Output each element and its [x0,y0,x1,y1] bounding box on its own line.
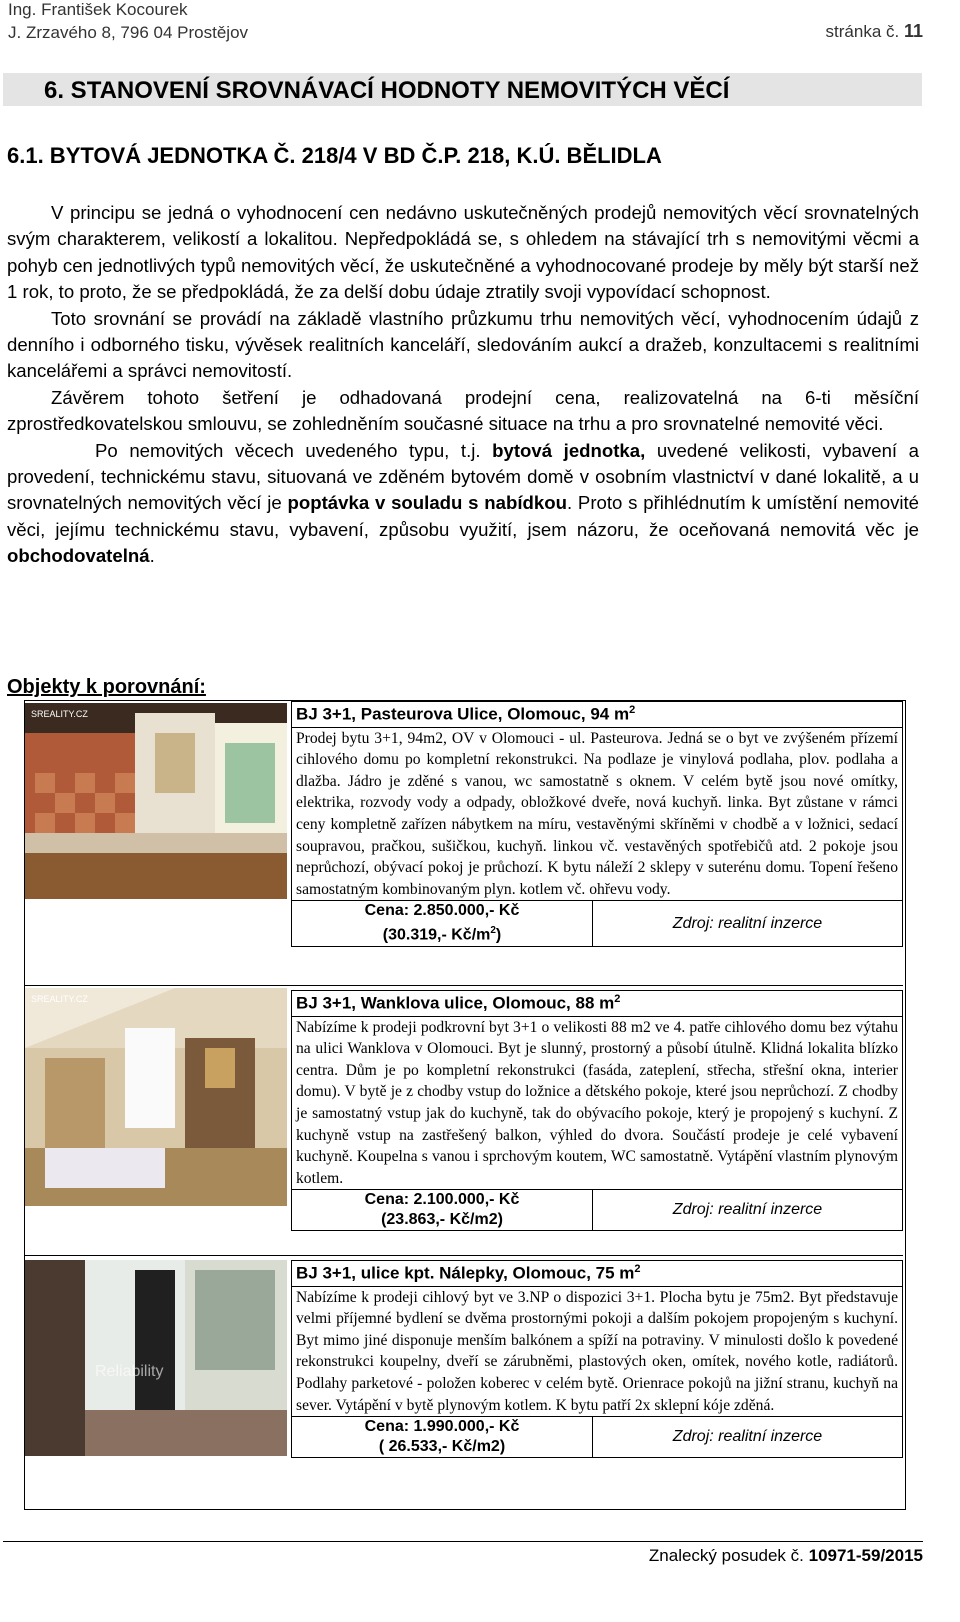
object-title-sup: 2 [614,993,621,1005]
body-text [7,200,919,570]
p4-text-c: . Proto s přihlédnutím k umístění nemovité věci, jejímu technickému stavu, vybavení, způsobu využití, jsem názoru, že oceňovaná nemovitá věc je [7,492,919,540]
comparison-row-1 [25,701,903,985]
price-text: Cena: 2.850.000,- Kč [364,902,520,920]
p4-text-a: Po nemovitých věcech uvedeného typu, t.j. [95,439,493,461]
unit-price-sup: 2 [490,925,496,937]
kitchen-photo-icon [25,703,287,899]
price-text: Cena: 1.990.000,- Kč [364,1418,520,1436]
unit-price-close: ) [495,926,502,944]
comparison-row-2 [25,985,903,1250]
object-photo-2 [25,988,287,1206]
paragraph-4 [7,438,919,570]
object-title [292,1261,902,1287]
object-source: Zdroj: realitní inzerce [672,1201,823,1219]
paragraph-1: V principu se jedná o vyhodnocení cen nedávno uskutečněných prodejů nemovitých věcí srovnatelných svým charakterem, velikostí a lokalitou. Nepředpokládá se, s ohledem na stávající trh s nemovitými věcmi a pohyb cen jednotlivých typů nemovitých věcí, že uskutečněné a vyhodnocované prodeje by měly být starší než 1 rok, to proto, že se předpokládá, že za delší dobu údaje ztratily svoji vypovídací schopnost. [7,202,919,303]
photo-watermark: SREALITY.CZ [31,709,88,719]
report-header [8,0,248,44]
object-photo-1 [25,703,287,899]
report-footer [649,1546,923,1566]
object-title-text: BJ 3+1, Wanklova ulice, Olomouc, 88 m [296,993,615,1013]
p4-text-b: uvedené velikosti, vybavení a provedení, technickému stavu, situovaná ve zděném bytovém domě v osobním vlastnictví v dané lokalitě, a u srovnatelných nemovitých věcí je [7,439,919,514]
paragraph-2: Toto srovnání se provádí na základě vlastního průzkumu trhu nemovitých věcí, vyhodnocením údajů z denního i odborného tisku, vývěsek realitních kanceláří, sledováním aukcí a dražeb, konzultacemi s realitními kancelářemi a správci nemovitostí. [7,307,919,382]
page-label: stránka č. [825,22,900,41]
p4-bold-b: poptávka v souladu s nabídkou [287,492,567,514]
p4-text-d: . [149,545,155,567]
object-price-row [292,1190,902,1230]
price-text: Cena: 2.100.000,- Kč [364,1191,520,1209]
living-room-photo-icon [25,988,287,1206]
object-title [292,991,902,1017]
object-info-1 [291,701,903,947]
p4-bold-a: bytová jednotka, [492,439,646,461]
unit-price: ( 26.533,- Kč/m2) [378,1438,506,1456]
object-source: Zdroj: realitní inzerce [672,914,823,932]
object-price [292,1190,593,1230]
p4-bold-c: obchodovatelná [7,545,150,567]
object-price-row [292,1417,902,1457]
object-price [292,901,593,945]
unit-price [292,921,592,945]
object-description: Prodej bytu 3+1, 94m2, OV v Olomouci - ul. Pasteurova. Jedná se o byt ve zvýšeném přízemí cihlového domu po kompletní rekonstrukci. Na podlaze je vinylová podlaha, plov. podlaha a dlažba. Jádro je zděné s vanou, wc samostatně s oknem. V celém bytě jsou nové omítky, elektrika, rozvody vody a odpady, obložkové dveře, nová kuchyň. linka. Byt zůstane v rámci ceny kompletně zařízen nábytkem na míru, vestavěnými skříněmi v chodbě a v ložnici, sedací soupravou, pračkou, sušičkou, kuchyň. linkou vč. vestavěných spotřebičů atd. 2 pokoje jsou neprůchozí, obývací pokoj je průchozí. K bytu náleží 2 sklepy v suterénu domu. Topení řešeno samostatným kombinovaným plyn. kotlem vč. ohřevu vody. [292,728,902,902]
object-title-text: BJ 3+1, ulice kpt. Nálepky, Olomouc, 75 m [296,1263,635,1283]
object-title-text: BJ 3+1, Pasteurova Ulice, Olomouc, 94 m [296,704,630,724]
page-number-value: 11 [903,21,923,41]
footer-divider [3,1541,923,1542]
paragraph-3: Závěrem tohoto šetření je odhadovaná prodejní cena, realizovatelná na 6-ti měsíční zprostředkovatelskou smlouvu, se zohledněním současné situace na trhu a pro srovnatelné nemovité věci. [7,386,919,435]
subsection-title: 6.1. BYTOVÁ JEDNOTKA Č. 218/4 V BD Č.P. 218, K.Ú. BĚLIDLA [7,143,662,168]
author-name: Ing. František Kocourek [8,0,188,19]
kitchen-photo-icon [25,1260,287,1456]
object-source: Zdroj: realitní inzerce [672,1428,823,1446]
report-number: 10971-59/2015 [808,1546,923,1565]
object-price [292,1417,593,1457]
photo-watermark: Reliability [95,1363,164,1380]
footer-label: Znalecký posudek č. [648,1546,804,1565]
page-number [826,21,923,42]
author-address: J. Zrzavého 8, 796 04 Prostějov [8,23,249,42]
object-title [292,702,902,728]
comparison-heading: Objekty k porovnání: [7,676,206,698]
object-description: Nabízíme k prodeji podkrovní byt 3+1 o velikosti 88 m2 ve 4. patře cihlového domu bez výtahu na ulici Wanklova v Olomouci. Byt je slunný, prostorný a působí útulně. Klidná lokalita blízko centra. Dům je po kompletní rekonstrukci (fasáda, zateplení, střecha, střešní okna, interier domu). V bytě je z chodby vstup do ložnice a dětského pokoje, které jsou neprůchozí. Z chodby je samostatný vstup jak do kuchyně, tak do obývacího pokoje, který je propojený s kuchyní. Z kuchyně vstup na zastřešený balkon, výhled do dvora. Součástí prodeje je celé vybavení kuchyně. Koupelna s vanou i sprchovým koutem, WC samostatně. Vytápění vlastním plynovým kotlem. [292,1017,902,1191]
object-info-3 [291,1260,903,1458]
object-photo-3 [25,1260,287,1456]
object-title-sup: 2 [634,1263,641,1275]
object-description: Nabízíme k prodeji cihlový byt ve 3.NP o dispozici 3+1. Plocha bytu je 75m2. Byt představuje velmi příjemné bydlení se dvěma prostornými pokoji a dalším pokojem propojeným s kuchyní. Byt mimo jiné disponuje menším balkónem a spíží na potraviny. V minulosti došlo k povedené rekonstrukci koupelny, dveří se zárubněmi, plastových oken, omítek, nového kotle, radiátorů. Podlahy parketové - položen koberec v celém bytě. Orienrace pokojů na jižní stranu, kuchyň na sever. Vytápění v bytě plynovým kotlem. K bytu patří 2x sklepní kóje zděná. [292,1287,902,1418]
unit-price: (23.863,- Kč/m2) [381,1211,503,1229]
unit-price-text: (30.319,- Kč/m [382,926,491,944]
object-title-sup: 2 [629,704,636,716]
object-price-row [292,901,902,945]
section-title: 6. STANOVENÍ SROVNÁVACÍ HODNOTY NEMOVITÝCH VĚCÍ [44,77,730,104]
object-info-2 [291,990,903,1231]
comparison-table [24,700,906,1510]
comparison-row-3 [25,1255,903,1510]
photo-watermark: SREALITY.CZ [31,994,88,1004]
